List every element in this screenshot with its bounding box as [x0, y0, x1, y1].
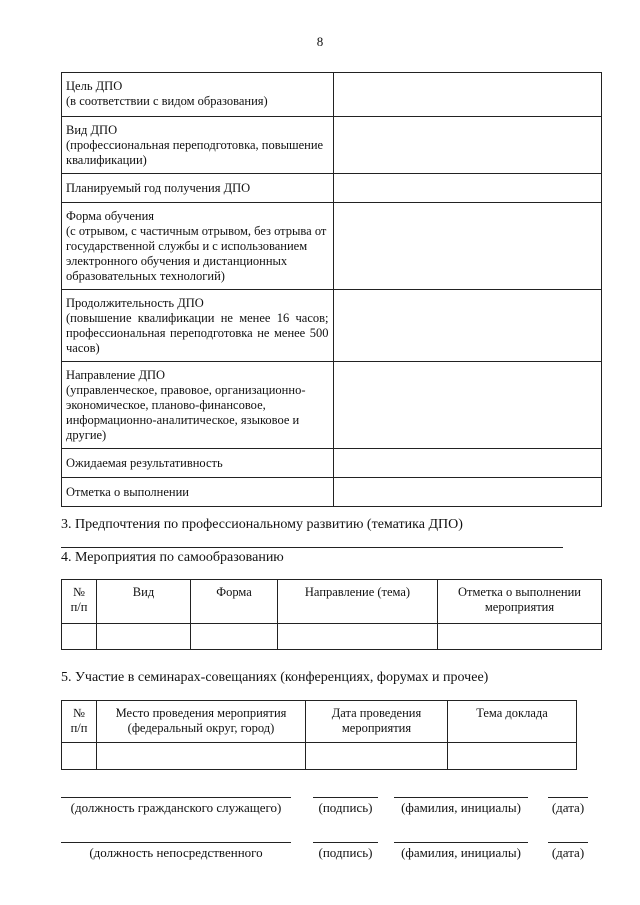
table-row [62, 478, 602, 507]
row-value-type[interactable] [333, 117, 602, 174]
header-topic: Тема доклада [448, 701, 577, 743]
row-label-duration: Продолжительность ДПО (повышение квалификации не менее 16 часов; профессиональная переподготовка не менее 500 часов) [62, 290, 334, 362]
caption-date: (дата) [551, 845, 585, 860]
row-value-goal[interactable] [333, 73, 602, 117]
table-row [62, 743, 577, 770]
section3-title: 3. Предпочтения по профессиональному развитию (тематика ДПО) [61, 517, 463, 532]
header-date: Дата проведения мероприятия [306, 701, 448, 743]
header-completion: Отметка о выполнении мероприятия [438, 580, 602, 624]
header-number: № п/п [62, 701, 97, 743]
signature-line-sign[interactable] [313, 842, 378, 843]
row-label-result: Ожидаемая результативность [62, 449, 334, 478]
row-value-year[interactable] [333, 174, 602, 203]
row-label-completion: Отметка о выполнении [62, 478, 334, 507]
row-label-direction: Направление ДПО (управленческое, правовое, организационно-экономическое, планово-финансовое, информационно-аналитическое, языковое и другие) [62, 362, 334, 449]
table-row [62, 290, 602, 362]
signature-line-name[interactable] [394, 797, 528, 798]
table-header-row [62, 701, 577, 743]
row-value-direction[interactable] [333, 362, 602, 449]
caption-name: (фамилия, инициалы) [401, 800, 521, 815]
table-header-row [62, 580, 602, 624]
caption-signature: (подпись) [318, 845, 373, 860]
section3-answer-line[interactable] [61, 547, 563, 548]
row-value-form[interactable] [333, 203, 602, 290]
cell-empty[interactable] [448, 743, 577, 770]
caption-signature: (подпись) [318, 800, 373, 815]
table-row [62, 203, 602, 290]
table-row [62, 174, 602, 203]
cell-empty[interactable] [278, 624, 438, 650]
caption-position: (должность гражданского служащего) [70, 800, 282, 815]
header-type: Вид [97, 580, 191, 624]
signature-line-position[interactable] [61, 797, 291, 798]
row-value-duration[interactable] [333, 290, 602, 362]
row-value-result[interactable] [333, 449, 602, 478]
table-row [62, 117, 602, 174]
cell-empty[interactable] [62, 624, 97, 650]
table-row [62, 449, 602, 478]
self-education-table [61, 579, 602, 650]
header-number: № п/п [62, 580, 97, 624]
seminars-table [61, 700, 577, 770]
section5-title: 5. Участие в семинарах-совещаниях (конференциях, форумах и прочее) [61, 670, 489, 685]
signature-line-sign[interactable] [313, 797, 378, 798]
row-value-completion[interactable] [333, 478, 602, 507]
section4-title: 4. Мероприятия по самообразованию [61, 550, 284, 565]
cell-empty[interactable] [191, 624, 278, 650]
signature-line-position[interactable] [61, 842, 291, 843]
cell-empty[interactable] [438, 624, 602, 650]
cell-empty[interactable] [306, 743, 448, 770]
caption-date: (дата) [551, 800, 585, 815]
row-label-goal: Цель ДПО (в соответствии с видом образования) [62, 73, 334, 117]
cell-empty[interactable] [97, 624, 191, 650]
signature-line-date[interactable] [548, 842, 588, 843]
signature-line-date[interactable] [548, 797, 588, 798]
table-row [62, 73, 602, 117]
header-form: Форма [191, 580, 278, 624]
caption-position: (должность непосредственного [89, 845, 263, 860]
signature-line-name[interactable] [394, 842, 528, 843]
caption-name: (фамилия, инициалы) [401, 845, 521, 860]
table-row [62, 624, 602, 650]
cell-empty[interactable] [62, 743, 97, 770]
cell-empty[interactable] [97, 743, 306, 770]
row-label-type: Вид ДПО (профессиональная переподготовка, повышение квалификации) [62, 117, 334, 174]
page-number: 8 [316, 34, 324, 49]
dpo-table [61, 72, 602, 507]
table-row [62, 362, 602, 449]
header-venue: Место проведения мероприятия (федеральный округ, город) [97, 701, 306, 743]
row-label-year: Планируемый год получения ДПО [62, 174, 334, 203]
header-direction: Направление (тема) [278, 580, 438, 624]
row-label-form: Форма обучения (с отрывом, с частичным отрывом, без отрыва от государственной службы и с использованием электронного обучения и дистанционных образовательных технологий) [62, 203, 334, 290]
